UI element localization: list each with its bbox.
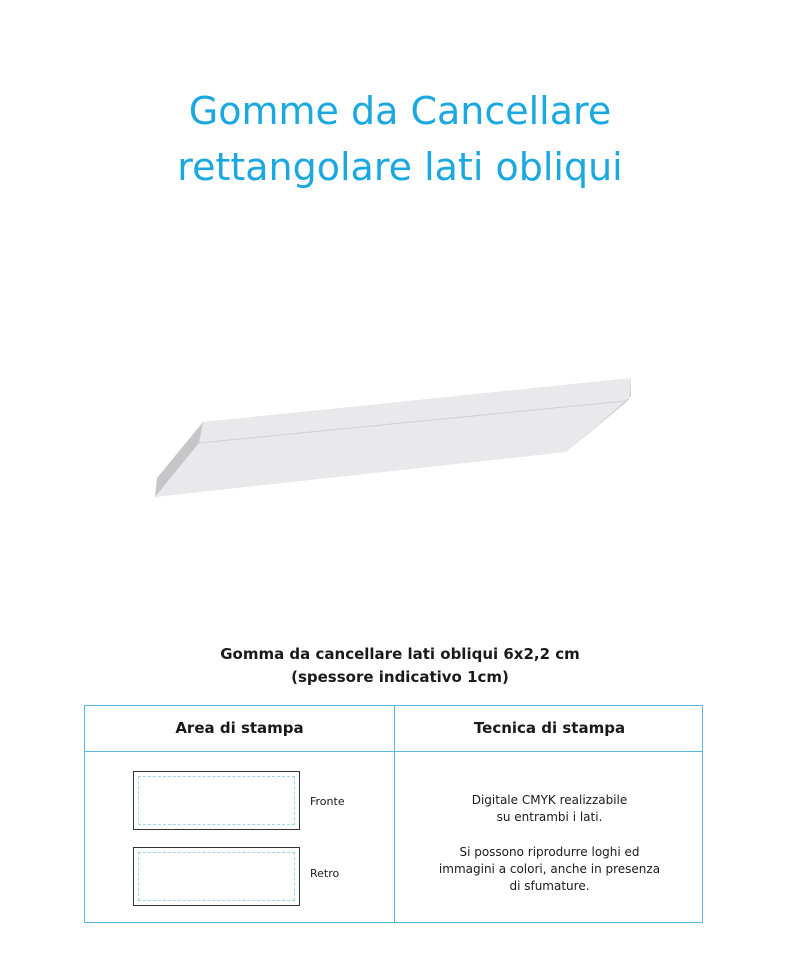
print-area-back — [133, 847, 300, 906]
print-area-front — [133, 771, 300, 830]
header-print-technique: Tecnica di stampa — [473, 719, 626, 737]
product-caption — [0, 643, 800, 689]
header-divider — [85, 751, 702, 752]
technique-paragraph-2: Si possono riprodurre loghi ed immagini a colori, anche in presenza di sfumature. — [438, 845, 661, 893]
print-info-table — [84, 705, 703, 923]
technique-paragraph-1: Digitale CMYK realizzabile su entrambi i lati. — [471, 793, 628, 824]
caption-line-2: (spessore indicativo 1cm) — [291, 668, 509, 686]
header-print-area: Area di stampa — [175, 719, 304, 737]
print-area-front-safe-zone — [138, 776, 295, 825]
caption-line-1: Gomma da cancellare lati obliqui 6x2,2 cm — [220, 645, 580, 663]
print-area-back-safe-zone — [138, 852, 295, 901]
print-area-front-label: Fronte — [310, 795, 345, 808]
title-line-1: Gomme da Cancellare — [188, 89, 612, 134]
print-area-back-label: Retro — [310, 867, 340, 880]
title-line-2: rettangolare lati obliqui — [177, 145, 623, 190]
